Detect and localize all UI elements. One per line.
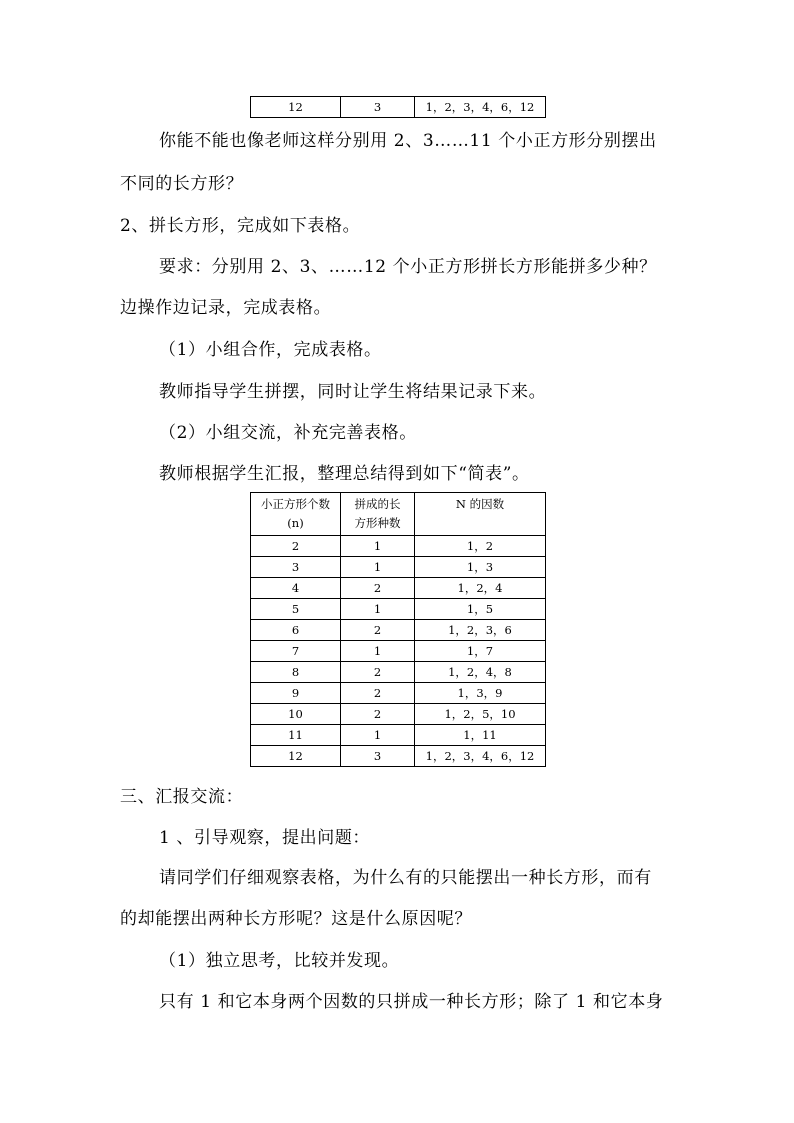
table-cell: 1，2，4 [415,578,546,599]
section-heading: 三、汇报交流： [120,787,244,807]
table-row [251,578,546,599]
table-row [251,599,546,620]
table-cell: 6 [251,620,341,641]
table-row [251,641,546,662]
paragraph: 不同的长方形？ [120,174,244,194]
paragraph: （1）独立思考，比较并发现。 [159,951,400,971]
table-cell: 3 [341,746,415,767]
table-cell: 12 [251,746,341,767]
table-cell: 1，2，3，4，6，12 [415,746,546,767]
paragraph: （2）小组交流，补充完善表格。 [159,423,417,443]
table-cell: 11 [251,725,341,746]
top-table [250,96,546,118]
paragraph: 你能不能也像老师这样分别用 2、3……11 个小正方形分别摆出 [159,131,657,151]
header-cell-count [251,493,341,536]
table-cell: 2 [341,662,415,683]
paragraph: 请同学们仔细观察表格，为什么有的只能摆出一种长方形，而有 [159,868,652,888]
table-cell: 1，2 [415,536,546,557]
table-cell: 3 [251,557,341,578]
table-cell: 2 [341,683,415,704]
table-cell: 1，7 [415,641,546,662]
table-cell: 1，3 [415,557,546,578]
paragraph: 要求：分别用 2、3、……12 个小正方形拼长方形能拼多少种？ [159,257,657,277]
header-label: (n) [287,516,304,530]
table-cell: 1，11 [415,725,546,746]
header-label: 拼成的长 [354,497,401,511]
table-cell: 1，2，4，8 [415,662,546,683]
table-cell: 9 [251,683,341,704]
table-cell: 1 [341,536,415,557]
table-cell: 8 [251,662,341,683]
header-label: 小正方形个数 [261,497,330,511]
table-row [251,662,546,683]
paragraph: 1 、引导观察，提出问题： [159,828,371,848]
header-label: N 的因数 [455,497,505,511]
table-cell: 5 [251,599,341,620]
table-cell: 1 [341,557,415,578]
table-cell: 2 [341,704,415,725]
paragraph: 教师指导学生拼摆，同时让学生将结果记录下来。 [159,382,547,402]
table-cell: 1 [341,725,415,746]
paragraph: （1）小组合作，完成表格。 [159,340,382,360]
paragraph: 只有 1 和它本身两个因数的只拼成一种长方形；除了 1 和它本身 [159,992,664,1012]
header-cell-factors [415,493,546,536]
table-row [251,683,546,704]
paragraph: 教师根据学生汇报，整理总结得到如下“简表”。 [159,464,530,484]
table-row [251,97,546,118]
table-row [251,557,546,578]
paragraph: 的却能摆出两种长方形呢？这是什么原因呢？ [120,909,472,929]
table-header-row [251,493,546,536]
table-cell: 10 [251,704,341,725]
table-cell: 1，5 [415,599,546,620]
table-cell: 1，2，3，6 [415,620,546,641]
table-cell: 1，3，9 [415,683,546,704]
table-cell: 1，2，5，10 [415,704,546,725]
table-cell: 3 [341,97,415,118]
table-row [251,746,546,767]
table-cell: 1 [341,641,415,662]
table-cell: 1，2，3，4，6，12 [415,97,546,118]
summary-table [250,492,546,767]
table-row [251,725,546,746]
table-row [251,536,546,557]
table-cell: 2 [341,578,415,599]
table-row [251,704,546,725]
table-row [251,620,546,641]
table-cell: 2 [341,620,415,641]
paragraph: 边操作边记录，完成表格。 [120,298,332,318]
table-cell: 4 [251,578,341,599]
table-cell: 1 [341,599,415,620]
table-cell: 7 [251,641,341,662]
header-cell-kinds [341,493,415,536]
paragraph: 2、拼长方形，完成如下表格。 [120,216,361,236]
table-cell: 2 [251,536,341,557]
header-label: 方形种数 [354,516,401,530]
table-cell: 12 [251,97,341,118]
